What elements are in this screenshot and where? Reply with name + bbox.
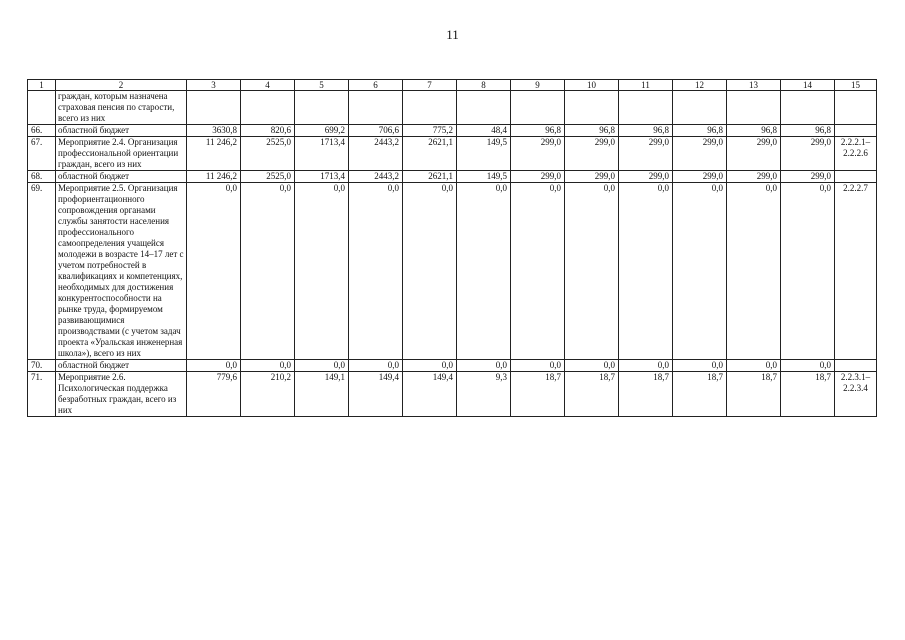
- column-header: 14: [781, 80, 835, 91]
- column-header: 5: [295, 80, 349, 91]
- row-number: 67.: [28, 137, 56, 171]
- value-cell: 9,3: [457, 372, 511, 417]
- value-cell: 299,0: [619, 137, 673, 171]
- value-cell: 0,0: [565, 183, 619, 360]
- column-header: 7: [403, 80, 457, 91]
- value-cell: 149,5: [457, 137, 511, 171]
- value-cell: 0,0: [511, 183, 565, 360]
- table-row: [28, 91, 877, 125]
- value-cell: 0,0: [511, 360, 565, 372]
- table-row: [28, 183, 877, 360]
- value-cell: 0,0: [619, 360, 673, 372]
- value-cell: [457, 91, 511, 125]
- column-header: 2: [56, 80, 187, 91]
- value-cell: 0,0: [187, 183, 241, 360]
- value-cell: [295, 91, 349, 125]
- header-row: [28, 80, 877, 91]
- value-cell: 0,0: [457, 360, 511, 372]
- value-cell: 299,0: [781, 171, 835, 183]
- value-cell: 0,0: [727, 183, 781, 360]
- table-row: [28, 360, 877, 372]
- budget-table: [27, 79, 877, 417]
- value-cell: 2443,2: [349, 171, 403, 183]
- value-cell: 299,0: [565, 171, 619, 183]
- value-cell: 2621,1: [403, 171, 457, 183]
- value-cell: 48,4: [457, 125, 511, 137]
- value-cell: 299,0: [727, 137, 781, 171]
- target-code: [835, 360, 877, 372]
- value-cell: [403, 91, 457, 125]
- value-cell: 149,4: [403, 372, 457, 417]
- value-cell: 18,7: [511, 372, 565, 417]
- row-number: 68.: [28, 171, 56, 183]
- value-cell: 0,0: [241, 360, 295, 372]
- value-cell: 775,2: [403, 125, 457, 137]
- value-cell: 0,0: [295, 183, 349, 360]
- value-cell: 2525,0: [241, 171, 295, 183]
- row-number: 69.: [28, 183, 56, 360]
- column-header: 10: [565, 80, 619, 91]
- value-cell: 18,7: [727, 372, 781, 417]
- value-cell: 0,0: [673, 360, 727, 372]
- value-cell: 299,0: [673, 137, 727, 171]
- column-header: 4: [241, 80, 295, 91]
- row-description: Мероприятие 2.4. Организация профессиональной ориентации граждан, всего из них: [56, 137, 187, 171]
- value-cell: 0,0: [241, 183, 295, 360]
- value-cell: [781, 91, 835, 125]
- value-cell: [349, 91, 403, 125]
- row-description: областной бюджет: [56, 360, 187, 372]
- table-row: [28, 125, 877, 137]
- value-cell: 699,2: [295, 125, 349, 137]
- value-cell: 779,6: [187, 372, 241, 417]
- value-cell: 0,0: [457, 183, 511, 360]
- row-number: 71.: [28, 372, 56, 417]
- value-cell: 96,8: [619, 125, 673, 137]
- row-description: Мероприятие 2.5. Организация профориентационного сопровождения органами службы занятости населения профессионального самоопределения учащейся молодежи в возрасте 14–17 лет с учетом потребностей в квалификациях и компетенциях, необходимых для достижения конкурентоспособности на рынке труда, формируемом развивающимися производствами (с учетом задач проекта «Уральская инженерная школа»), всего из них: [56, 183, 187, 360]
- row-description: областной бюджет: [56, 171, 187, 183]
- value-cell: 96,8: [727, 125, 781, 137]
- value-cell: 0,0: [349, 360, 403, 372]
- value-cell: 299,0: [511, 171, 565, 183]
- target-code: 2.2.3.1–2.2.3.4: [835, 372, 877, 417]
- value-cell: 299,0: [673, 171, 727, 183]
- value-cell: 96,8: [781, 125, 835, 137]
- row-description: Мероприятие 2.6. Психологическая поддержка безработных граждан, всего из них: [56, 372, 187, 417]
- target-code: [835, 125, 877, 137]
- value-cell: 96,8: [565, 125, 619, 137]
- value-cell: 299,0: [727, 171, 781, 183]
- value-cell: 0,0: [349, 183, 403, 360]
- value-cell: 96,8: [673, 125, 727, 137]
- value-cell: 18,7: [565, 372, 619, 417]
- column-header: 13: [727, 80, 781, 91]
- value-cell: [673, 91, 727, 125]
- row-number: [28, 91, 56, 125]
- value-cell: 2621,1: [403, 137, 457, 171]
- column-header: 9: [511, 80, 565, 91]
- value-cell: 299,0: [781, 137, 835, 171]
- table-row: [28, 372, 877, 417]
- value-cell: 149,5: [457, 171, 511, 183]
- column-header: 1: [28, 80, 56, 91]
- value-cell: [565, 91, 619, 125]
- value-cell: 299,0: [619, 171, 673, 183]
- row-description: граждан, которым назначена страховая пенсия по старости, всего из них: [56, 91, 187, 125]
- value-cell: 1713,4: [295, 137, 349, 171]
- row-number: 66.: [28, 125, 56, 137]
- page-number: 11: [446, 27, 459, 42]
- value-cell: 0,0: [781, 183, 835, 360]
- value-cell: 210,2: [241, 372, 295, 417]
- value-cell: 18,7: [673, 372, 727, 417]
- value-cell: 2443,2: [349, 137, 403, 171]
- value-cell: [511, 91, 565, 125]
- value-cell: 706,6: [349, 125, 403, 137]
- column-header: 8: [457, 80, 511, 91]
- value-cell: 0,0: [565, 360, 619, 372]
- value-cell: 11 246,2: [187, 137, 241, 171]
- column-header: 11: [619, 80, 673, 91]
- value-cell: 2525,0: [241, 137, 295, 171]
- value-cell: 0,0: [295, 360, 349, 372]
- column-header: 6: [349, 80, 403, 91]
- value-cell: 18,7: [781, 372, 835, 417]
- value-cell: 3630,8: [187, 125, 241, 137]
- value-cell: 0,0: [781, 360, 835, 372]
- target-code: 2.2.2.1–2.2.2.6: [835, 137, 877, 171]
- value-cell: 0,0: [187, 360, 241, 372]
- value-cell: 96,8: [511, 125, 565, 137]
- value-cell: 149,1: [295, 372, 349, 417]
- value-cell: 18,7: [619, 372, 673, 417]
- value-cell: 1713,4: [295, 171, 349, 183]
- value-cell: [619, 91, 673, 125]
- value-cell: 0,0: [673, 183, 727, 360]
- value-cell: 0,0: [727, 360, 781, 372]
- value-cell: 299,0: [565, 137, 619, 171]
- value-cell: 0,0: [403, 360, 457, 372]
- target-code: [835, 91, 877, 125]
- table-row: [28, 137, 877, 171]
- value-cell: [241, 91, 295, 125]
- value-cell: 820,6: [241, 125, 295, 137]
- row-number: 70.: [28, 360, 56, 372]
- value-cell: [727, 91, 781, 125]
- target-code: [835, 171, 877, 183]
- column-header: 15: [835, 80, 877, 91]
- value-cell: 149,4: [349, 372, 403, 417]
- value-cell: 0,0: [619, 183, 673, 360]
- row-description: областной бюджет: [56, 125, 187, 137]
- value-cell: [187, 91, 241, 125]
- value-cell: 0,0: [403, 183, 457, 360]
- column-header: 12: [673, 80, 727, 91]
- value-cell: 299,0: [511, 137, 565, 171]
- table-row: [28, 171, 877, 183]
- value-cell: 11 246,2: [187, 171, 241, 183]
- target-code: 2.2.2.7: [835, 183, 877, 360]
- column-header: 3: [187, 80, 241, 91]
